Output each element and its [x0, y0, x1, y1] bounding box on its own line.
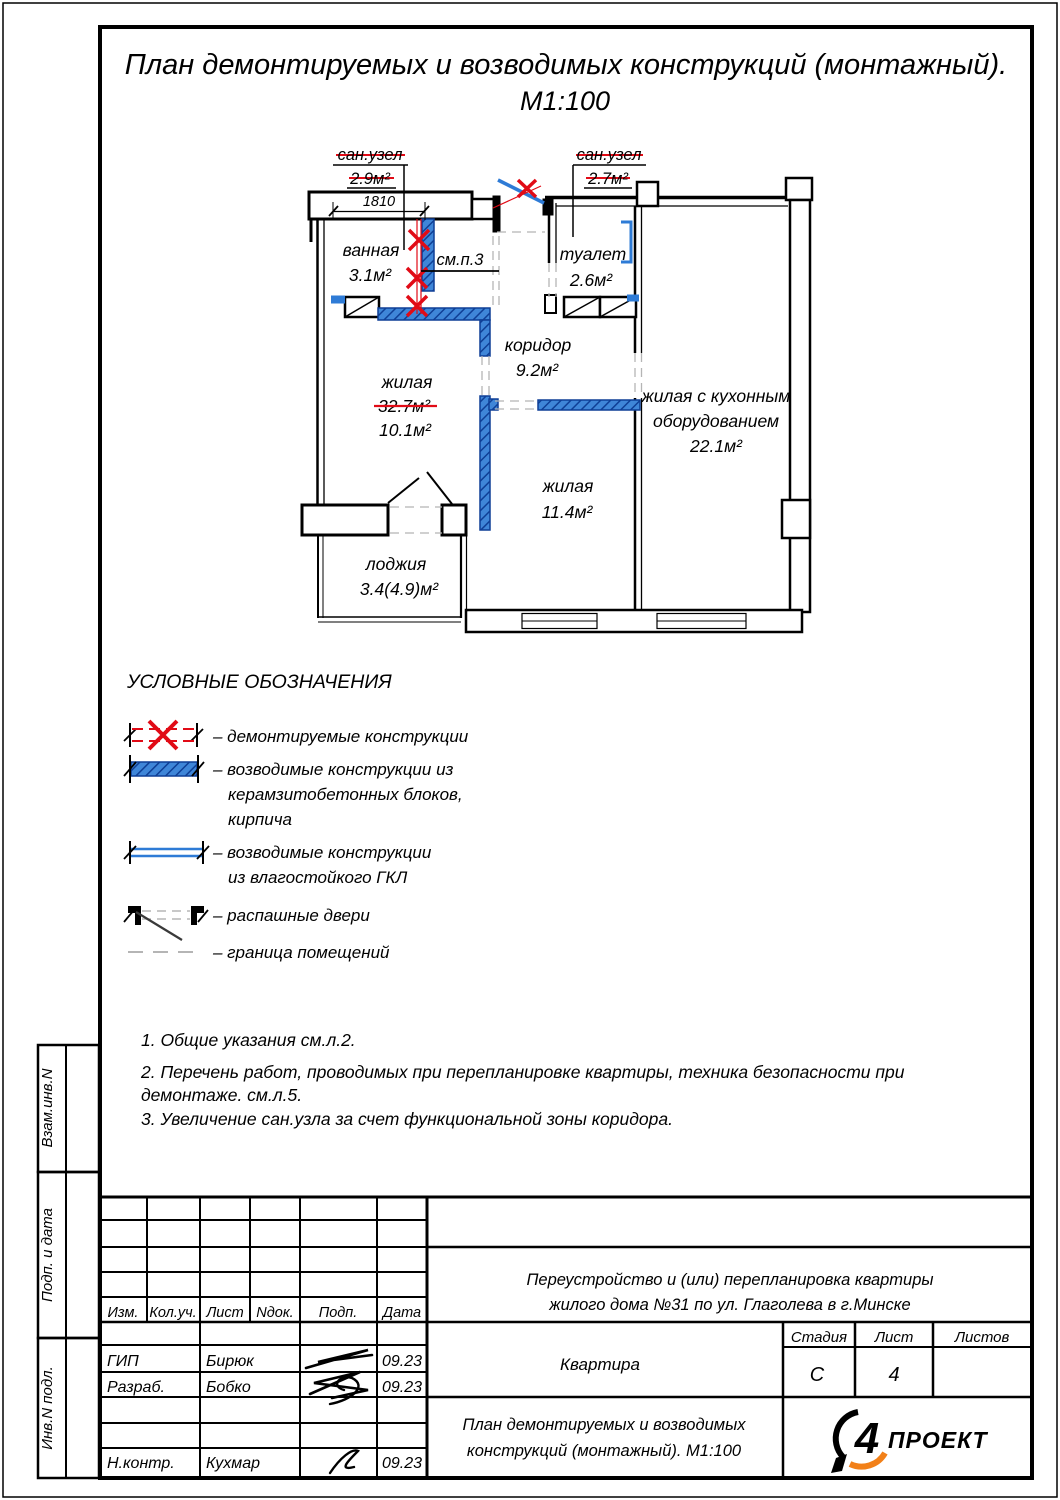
page-title: План демонтируемых и возводимых конструкций (монтажный). [124, 49, 1008, 81]
room-living1-area-old: 32.7м² [378, 396, 430, 416]
legend-title: УСЛОВНЫЕ ОБОЗНАЧЕНИЯ [127, 671, 392, 693]
signature-scribbles [306, 1350, 372, 1473]
col-koluch: Кол.уч. [149, 1305, 197, 1321]
room-corridor-label: коридор [504, 335, 572, 355]
see-note-label: см.п.3 [436, 251, 484, 269]
date-razrab: 09.23 [381, 1379, 423, 1396]
room-livingkitchen-area: 22.1м² [690, 436, 742, 456]
callout-sanuzel-right: сан.узел [576, 146, 642, 164]
room-loggia-area: 3.4(4.9)м² [359, 579, 439, 599]
doc-title-line2: конструкций (монтажный). М1:100 [466, 1442, 742, 1460]
room-living2-area: 11.4м² [541, 502, 593, 522]
callout-sanuzel-right-area: 2.7м² [588, 170, 628, 188]
project-name-line2: жилого дома №31 по ул. Глаголева в г.Минске [549, 1296, 911, 1314]
name-gip: Бирюк [206, 1353, 254, 1370]
title-block-headers [108, 1305, 422, 1321]
room-livingkitchen-label1: жилая с кухонным [641, 386, 791, 406]
side-stamps [38, 1045, 99, 1478]
role-razrab: Разраб. [107, 1379, 165, 1396]
room-corridor-area: 9.2м² [515, 360, 559, 380]
date-gip: 09.23 [381, 1353, 423, 1370]
col-ndok: Nдок. [256, 1305, 294, 1321]
doc-title-line1: План демонтируемых и возводимых [462, 1416, 746, 1434]
name-nkontr: Кухмар [206, 1455, 261, 1472]
logo-digit: 4 [854, 1414, 880, 1463]
legend-symbol-gkl-walls [124, 841, 209, 864]
project-name-line1: Переустройство и (или) перепланировка квартиры [526, 1271, 934, 1289]
note-3: 3. Увеличение сан.узла за счет функциональной зоны коридора. [141, 1109, 673, 1129]
legend-item-block-walls-1: – возводимые конструкции из [213, 760, 454, 779]
side-stamp-vzam: Взам.инв.N [39, 1068, 56, 1148]
legend-item-gkl-1: – возводимые конструкции [213, 843, 432, 862]
room-loggia-label: лоджия [365, 554, 427, 574]
floor-plan [302, 146, 812, 632]
sheets-label: Листов [954, 1329, 1010, 1346]
sheet-label: Лист [874, 1329, 914, 1346]
room-toilet-area: 2.6м² [569, 270, 613, 290]
stage-value: С [809, 1364, 825, 1386]
sheet-value: 4 [888, 1364, 900, 1386]
legend-item-gkl-2: из влагостойкого ГКЛ [228, 868, 408, 887]
room-labels [343, 240, 791, 599]
note-1: 1. Общие указания см.л.2. [141, 1030, 356, 1050]
title-block [100, 1197, 1032, 1478]
legend-symbol-demolition [124, 721, 203, 749]
page-title-scale: М1:100 [519, 86, 611, 116]
room-living1-label: жилая [381, 372, 433, 392]
side-stamp-podp: Подп. и дата [39, 1208, 56, 1302]
legend-item-doors: – распашные двери [213, 906, 370, 925]
object-name: Квартира [560, 1355, 640, 1374]
legend-item-boundary: – граница помещений [213, 943, 390, 962]
company-logo [831, 1412, 989, 1473]
room-bathroom-label: ванная [342, 240, 400, 260]
legend-item-demolition: – демонтируемые конструкции [213, 727, 469, 746]
legend-item-block-walls-3: кирпича [228, 810, 292, 829]
legend-item-block-walls-2: керамзитобетонных блоков, [228, 785, 463, 804]
stage-label: Стадия [790, 1329, 848, 1346]
col-podp: Подп. [318, 1305, 358, 1321]
legend-symbol-block-walls [124, 755, 204, 783]
role-nkontr: Н.контр. [107, 1455, 175, 1472]
room-livingkitchen-label2: оборудованием [653, 411, 779, 431]
sheet-title [125, 49, 1007, 116]
callout-sanuzel-left-area: 2.9м² [350, 170, 390, 188]
callout-sanuzel-left: сан.узел [337, 146, 403, 164]
note-2b: демонтаже. см.л.5. [141, 1085, 303, 1105]
name-razrab: Бобко [206, 1379, 251, 1396]
col-izm: Изм. [107, 1305, 139, 1321]
title-block-staff [107, 1350, 422, 1473]
room-bathroom-area: 3.1м² [348, 265, 392, 285]
date-nkontr: 09.23 [381, 1455, 423, 1472]
side-stamp-inv: Инв.N подл. [39, 1366, 56, 1450]
note-2: 2. Перечень работ, проводимых при перепланировке квартиры, техника безопасности при [141, 1062, 905, 1082]
title-block-right [463, 1271, 1010, 1473]
logo-text: ПРОЕКТ [888, 1427, 988, 1453]
legend [123, 671, 469, 962]
notes [140, 1030, 905, 1129]
role-gip: ГИП [107, 1353, 139, 1370]
room-toilet-label: туалет [559, 244, 627, 264]
room-living2-label: жилая [542, 476, 594, 496]
dimension-1810: 1810 [362, 194, 396, 210]
room-living1-area-new: 10.1м² [379, 420, 431, 440]
col-list: Лист [206, 1305, 244, 1321]
legend-symbol-doors [123, 903, 208, 940]
col-data: Дата [382, 1305, 422, 1321]
